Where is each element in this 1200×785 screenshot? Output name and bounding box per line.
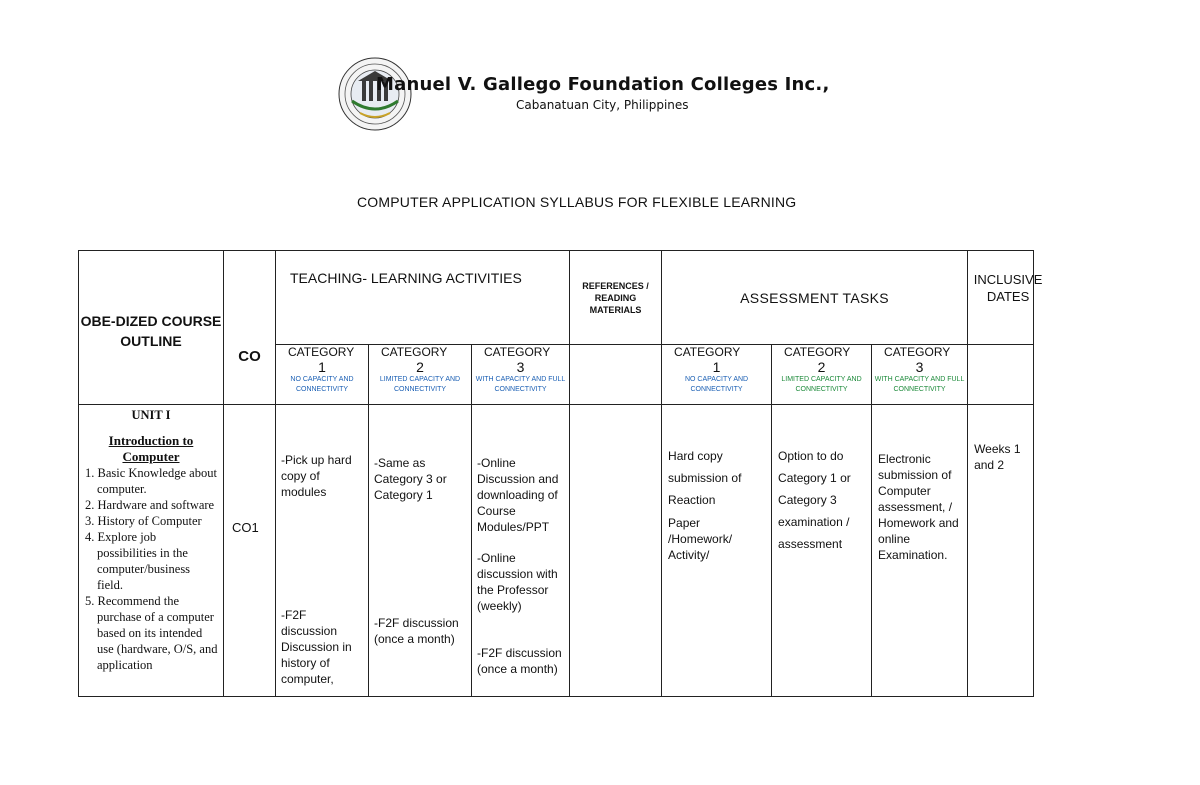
category-number: 3: [915, 359, 924, 375]
list-item: 1. Basic Knowledge about computer.: [85, 466, 217, 496]
references-subheader-empty: [570, 345, 662, 405]
tla2-activity-a: -Same as Category 3 or Category 1: [374, 456, 447, 502]
tla3-activity-b: -Online discussion with the Professor (weekly): [477, 551, 558, 613]
tla3-activity-c: -F2F discussion (once a month): [477, 646, 562, 676]
header-inclusive-dates: [968, 251, 1043, 345]
category-description: NO CAPACITY AND CONNECTIVITY: [290, 376, 354, 393]
tla1-activity-b: -F2F discussion Discussion in history of computer,: [281, 608, 352, 686]
header-teaching-learning-activities: TEACHING- LEARNING ACTIVITIES: [276, 251, 570, 345]
list-item: 4. Explore job possibilities in the computer/business field.: [85, 530, 191, 592]
header-course-outline: OBE-DIZED COURSE OUTLINE: [79, 251, 224, 405]
category-description: WITH CAPACITY AND FULL CONNECTIVITY: [475, 376, 566, 393]
unit-outline-cell: [79, 405, 224, 697]
category-description: NO CAPACITY AND CONNECTIVITY: [684, 376, 749, 393]
tla1-activity-a: -Pick up hard copy of modules: [281, 453, 352, 499]
co-cell: CO1: [224, 405, 276, 697]
header-assessment-tasks: ASSESSMENT TASKS: [662, 251, 968, 345]
tla3-activity-a: -Online Discussion and downloading of Course Modules/PPT: [477, 456, 559, 534]
category-description: LIMITED CAPACITY AND CONNECTIVITY: [379, 376, 461, 393]
inclusive-dates-cell: Weeks 1 and 2: [968, 405, 1034, 697]
unit-title: UNIT I: [131, 408, 171, 422]
school-city: Cabanatuan City, Philippines: [516, 98, 689, 112]
topic-list: [83, 465, 219, 673]
header-references: [570, 251, 662, 345]
references-cell: [570, 405, 662, 697]
category-number: 1: [712, 359, 721, 375]
tla-category-1: [276, 345, 369, 405]
syllabus-table: [78, 250, 1043, 697]
category-label: CATEGORY: [484, 345, 551, 359]
list-item: 2. Hardware and software: [85, 498, 215, 512]
assess1-task-b: Paper /Homework/ Activity/: [668, 516, 733, 562]
category-description: WITH CAPACITY AND FULL CONNECTIVITY: [874, 376, 965, 393]
list-item: 3. History of Computer: [85, 514, 202, 528]
unit-subtitle: Introduction to Computer: [108, 433, 194, 464]
list-item: 5. Recommend the purchase of a computer based on its intended use (hardware, O/S, and application: [85, 594, 218, 672]
assess2-cell: Option to do Category 1 or Category 3 examination / assessment: [772, 405, 872, 697]
category-label: CATEGORY: [381, 345, 448, 359]
category-number: 2: [817, 359, 826, 375]
tla1-cell: [276, 405, 369, 697]
header-co: CO: [224, 251, 276, 405]
document-title: COMPUTER APPLICATION SYLLABUS FOR FLEXIBLE LEARNING: [357, 194, 797, 210]
category-number: 2: [416, 359, 424, 375]
assessment-category-2: [772, 345, 872, 405]
category-description: LIMITED CAPACITY AND CONNECTIVITY: [781, 376, 862, 393]
assessment-category-3: [872, 345, 968, 405]
category-label: CATEGORY: [674, 345, 741, 359]
school-name: Manuel V. Gallego Foundation Colleges Inc.,: [376, 74, 830, 95]
category-label: CATEGORY: [288, 345, 355, 359]
tla-category-3: [472, 345, 570, 405]
category-label: CATEGORY: [784, 345, 851, 359]
assessment-category-1: [662, 345, 772, 405]
assess1-cell: [662, 405, 772, 697]
tla3-cell: [472, 405, 570, 697]
category-number: 3: [516, 359, 525, 375]
dates-subheader-empty: [968, 345, 1034, 405]
assess1-task-a: Hard copy submission of Reaction: [668, 449, 742, 507]
category-number: 1: [318, 359, 326, 375]
references-label: REFERENCES / READING MATERIALS: [582, 280, 649, 315]
category-label: CATEGORY: [884, 345, 951, 359]
tla2-cell: [369, 405, 472, 697]
inclusive-dates-label: INCLUSIVE DATES: [973, 272, 1043, 304]
tla2-activity-b: -F2F discussion (once a month): [374, 616, 459, 646]
tla-category-2: [369, 345, 472, 405]
assess3-cell: Electronic submission of Computer assessment, / Homework and online Examination.: [872, 405, 968, 697]
